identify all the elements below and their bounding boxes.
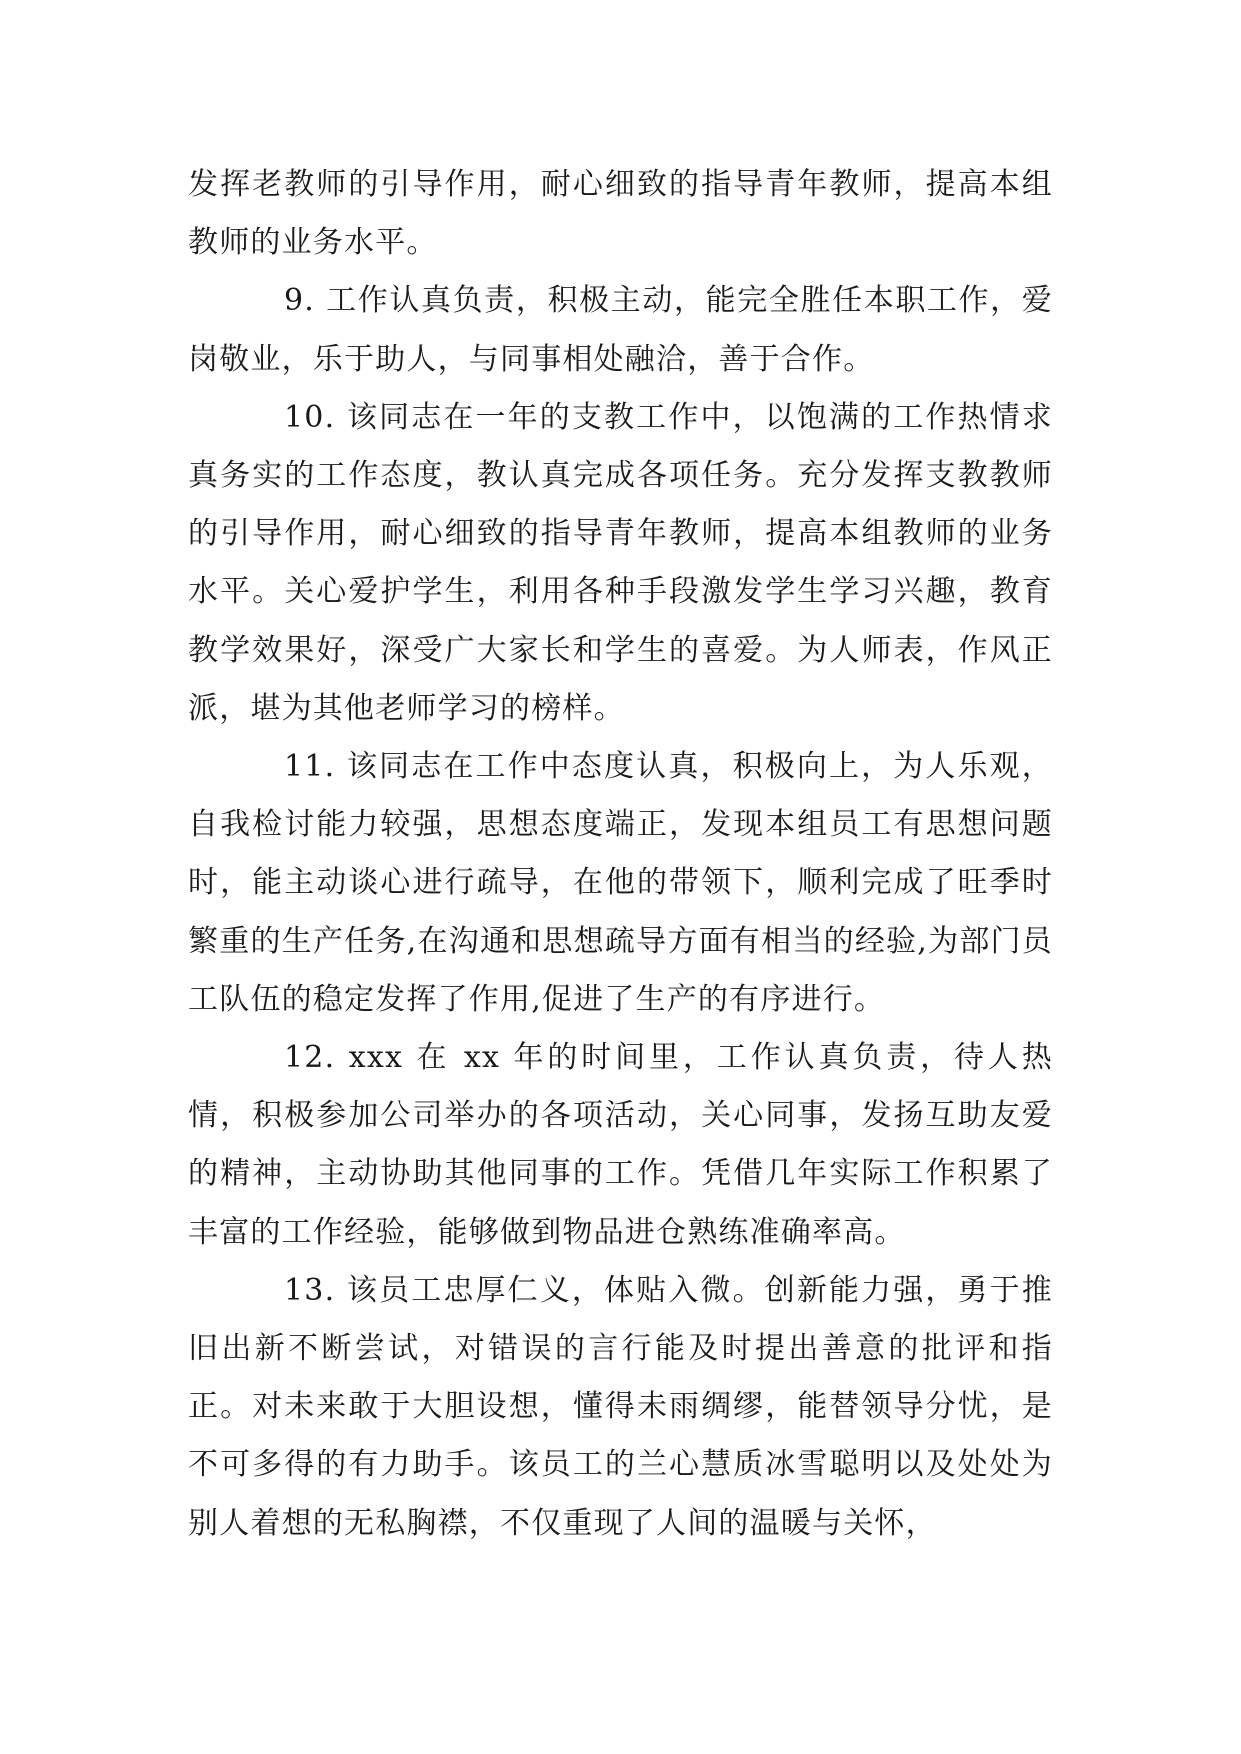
document-body <box>188 156 1053 1553</box>
paragraph-item-11: 11. 该同志在工作中态度认真，积极向上，为人乐观，自我检讨能力较强，思想态度端正，发现本组员工有思想问题时，能主动谈心进行疏导，在他的带领下，顺利完成了旺季时繁重的生产任务,在沟通和思想疏导方面有相当的经验,为部门员工队伍的稳定发挥了作用,促进了生产的有序进行。 <box>188 749 1053 1017</box>
paragraph-item-9: 9. 工作认真负责，积极主动，能完全胜任本职工作，爱岗敬业，乐于助人，与同事相处融洽，善于合作。 <box>188 283 1053 377</box>
paragraph-continuation: 发挥老教师的引导作用，耐心细致的指导青年教师，提高本组教师的业务水平。 <box>188 167 1053 261</box>
paragraph-item-12: 12. xxx 在 xx 年的时间里，工作认真负责，待人热情，积极参加公司举办的各项活动，关心同事，发扬互助友爱的精神，主动协助其他同事的工作。凭借几年实际工作积累了丰富的工作经验，能够做到物品进仓熟练准确率高。 <box>188 1040 1053 1250</box>
paragraph-item-13: 13. 该员工忠厚仁义，体贴入微。创新能力强，勇于推旧出新不断尝试，对错误的言行能及时提出善意的批评和指正。对未来敢于大胆设想，懂得未雨绸缪，能替领导分忧，是不可多得的有力助手。该员工的兰心慧质冰雪聪明以及处处为别人着想的无私胸襟，不仅重现了人间的温暖与关怀， <box>188 1272 1053 1541</box>
paragraph-item-10: 10. 该同志在一年的支教工作中，以饱满的工作热情求真务实的工作态度，教认真完成各项任务。充分发挥支教教师的引导作用，耐心细致的指导青年教师，提高本组教师的业务水平。关心爱护学生，利用各种手段激发学生学习兴趣，教育教学效果好，深受广大家长和学生的喜爱。为人师表，作风正派，堪为其他老师学习的榜样。 <box>188 399 1053 726</box>
